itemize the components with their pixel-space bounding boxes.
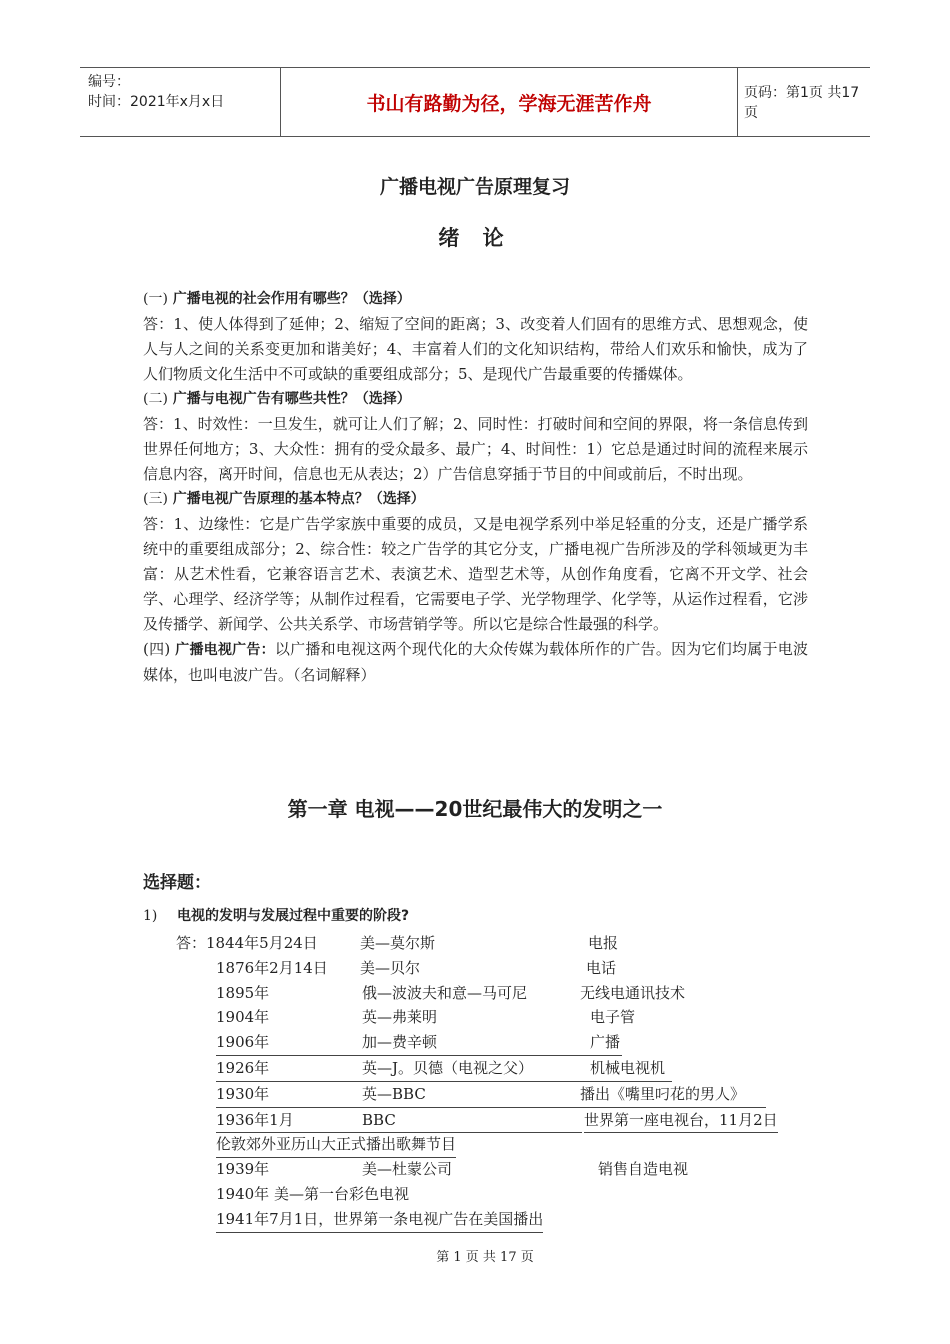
question-1: [143, 905, 409, 925]
page-header: [80, 67, 870, 137]
timeline-date: 1936年1月: [216, 1108, 582, 1134]
timeline-what: 电子管: [590, 1008, 636, 1027]
timeline-row: [176, 931, 818, 956]
timeline-note: 伦敦郊外亚历山大正式播出歌舞节目: [216, 1132, 456, 1158]
timeline: [178, 931, 818, 1232]
question-text: 广播电视广告原理的基本特点？（选择）: [172, 491, 425, 507]
timeline-row: [216, 1132, 818, 1157]
answer-text: 答：1、使人体得到了延伸；2、缩短了空间的距离；3、改变着人们固有的思维方式、思想观念，使人与人之间的关系变更加和谐美好；4、丰富着人们的文化知识结构，带给人们欢乐和愉快，成为了人们物质文化生活中不可或缺的重要组成部分；5、是现代广告最重要的传播媒体。: [143, 315, 808, 383]
timeline-date: 1930年: [216, 1084, 270, 1103]
header-meta: [80, 68, 280, 136]
timeline-date: 1904年: [216, 1008, 270, 1027]
timeline-row: [216, 1157, 818, 1182]
timeline-date: 1926年: [216, 1058, 270, 1077]
question-text: 电视的发明与发展过程中重要的阶段?: [177, 908, 410, 924]
question-text: 广播电视的社会作用有哪些？（选择）: [172, 291, 411, 307]
timeline-who: 美—贝尔: [360, 958, 421, 977]
answer-text: 答：1、时效性：一旦发生，就可让人们了解；2、同时性：打破时间和空间的界限，将一条信息传到世界任何地方；3、大众性：拥有的受众最多、最广；4、时间性：1）它总是通过时间的流程来展示信息内容，离开时间，信息也无从表达；2）广告信息穿插于节目的中间或前后，不时出现。: [143, 415, 808, 483]
timeline-date: 答：1844年5月24日: [176, 934, 318, 952]
timeline-who: BBC: [362, 1110, 396, 1129]
number-label: 编号：: [88, 74, 130, 90]
timeline-what: 机械电视机: [590, 1058, 666, 1077]
question-number: (三): [143, 491, 168, 507]
timeline-who: 英—J。贝德（电视之父）: [362, 1058, 534, 1077]
timeline-date: 1895年: [216, 983, 270, 1002]
question-number: (一): [143, 291, 168, 307]
timeline-row: [216, 1082, 766, 1108]
timeline-row: [216, 1030, 622, 1056]
intro-item-4: [143, 637, 808, 688]
choice-heading: 选择题：: [143, 873, 211, 893]
header-page-info: 页码：第1页 共17页: [744, 85, 860, 121]
time-label: 时间：2021年x月x日: [88, 94, 225, 110]
intro-section: [143, 287, 808, 688]
page-footer: 第 1 页 共 17 页: [436, 1250, 534, 1265]
timeline-what: 电报: [588, 934, 619, 952]
question-text: 广播与电视广告有哪些共性？（选择）: [172, 391, 411, 407]
timeline-who: 英—弗莱明: [362, 1008, 438, 1027]
timeline-row: [216, 1056, 672, 1082]
timeline-row: [216, 1207, 818, 1232]
timeline-what: 销售自造电视: [598, 1160, 689, 1179]
intro-item-1: [143, 287, 808, 387]
timeline-what: 广播: [590, 1033, 621, 1052]
timeline-row: [216, 1108, 818, 1133]
timeline-what: 世界第一座电视台，11月2日: [584, 1108, 778, 1134]
timeline-note: 1941年7月1日，世界第一条电视广告在美国播出: [216, 1207, 543, 1233]
question-number: 1): [143, 908, 158, 924]
timeline-row: [216, 1182, 818, 1207]
timeline-what: 电话: [586, 958, 617, 977]
question-number: (二): [143, 391, 168, 407]
timeline-who: 美—杜蒙公司: [362, 1160, 453, 1179]
timeline-what: 无线电通讯技术: [580, 983, 686, 1002]
question-number: (四): [143, 640, 171, 658]
timeline-row: [216, 956, 818, 981]
timeline-who: 加—费辛顿: [362, 1033, 438, 1052]
question-text: 广播电视广告：: [175, 642, 275, 658]
timeline-date: 1876年2月14日: [216, 958, 328, 977]
timeline-what: 播出《嘴里叼花的男人》: [580, 1084, 746, 1103]
timeline-date: 1906年: [216, 1033, 270, 1052]
intro-title: 绪 论: [438, 226, 512, 250]
intro-item-2: [143, 387, 808, 487]
header-motto: 书山有路勤为径，学海无涯苦作舟: [280, 68, 738, 136]
timeline-who: 俄—波波夫和意—马可尼: [362, 983, 528, 1002]
timeline-who: 美—莫尔斯: [360, 934, 436, 952]
timeline-date: 1939年: [216, 1160, 270, 1179]
answer-text: 以广播和电视这两个现代化的大众传媒为载体所作的广告。因为它们均属于电波媒体，也叫电波广告。（名词解释）: [143, 640, 808, 684]
timeline-row: [216, 1005, 818, 1030]
answer-text: 答：1、边缘性：它是广告学家族中重要的成员，又是电视学系列中举足轻重的分支，还是广播学系统中的重要组成部分；2、综合性：较之广告学的其它分支，广播电视广告所涉及的学科领域更为丰富：从艺术性看，它兼容语言艺术、表演艺术、造型艺术等，从创作角度看，它离不开文学、社会学、心理学、经济学等；从制作过程看，它需要电子学、光学物理学、化学等，从运作过程看，它涉及传播学、新闻学、公共关系学、市场营销学等。所以它是综合性最强的科学。: [143, 515, 808, 633]
document-title: 广播电视广告原理复习: [379, 176, 570, 198]
timeline-row: [216, 981, 818, 1006]
intro-item-3: [143, 487, 808, 637]
timeline-note: 1940年 美—第一台彩色电视: [216, 1184, 409, 1203]
timeline-who: 英—BBC: [362, 1084, 426, 1103]
chapter-title: 第一章 电视——20世纪最伟大的发明之一: [287, 797, 663, 821]
